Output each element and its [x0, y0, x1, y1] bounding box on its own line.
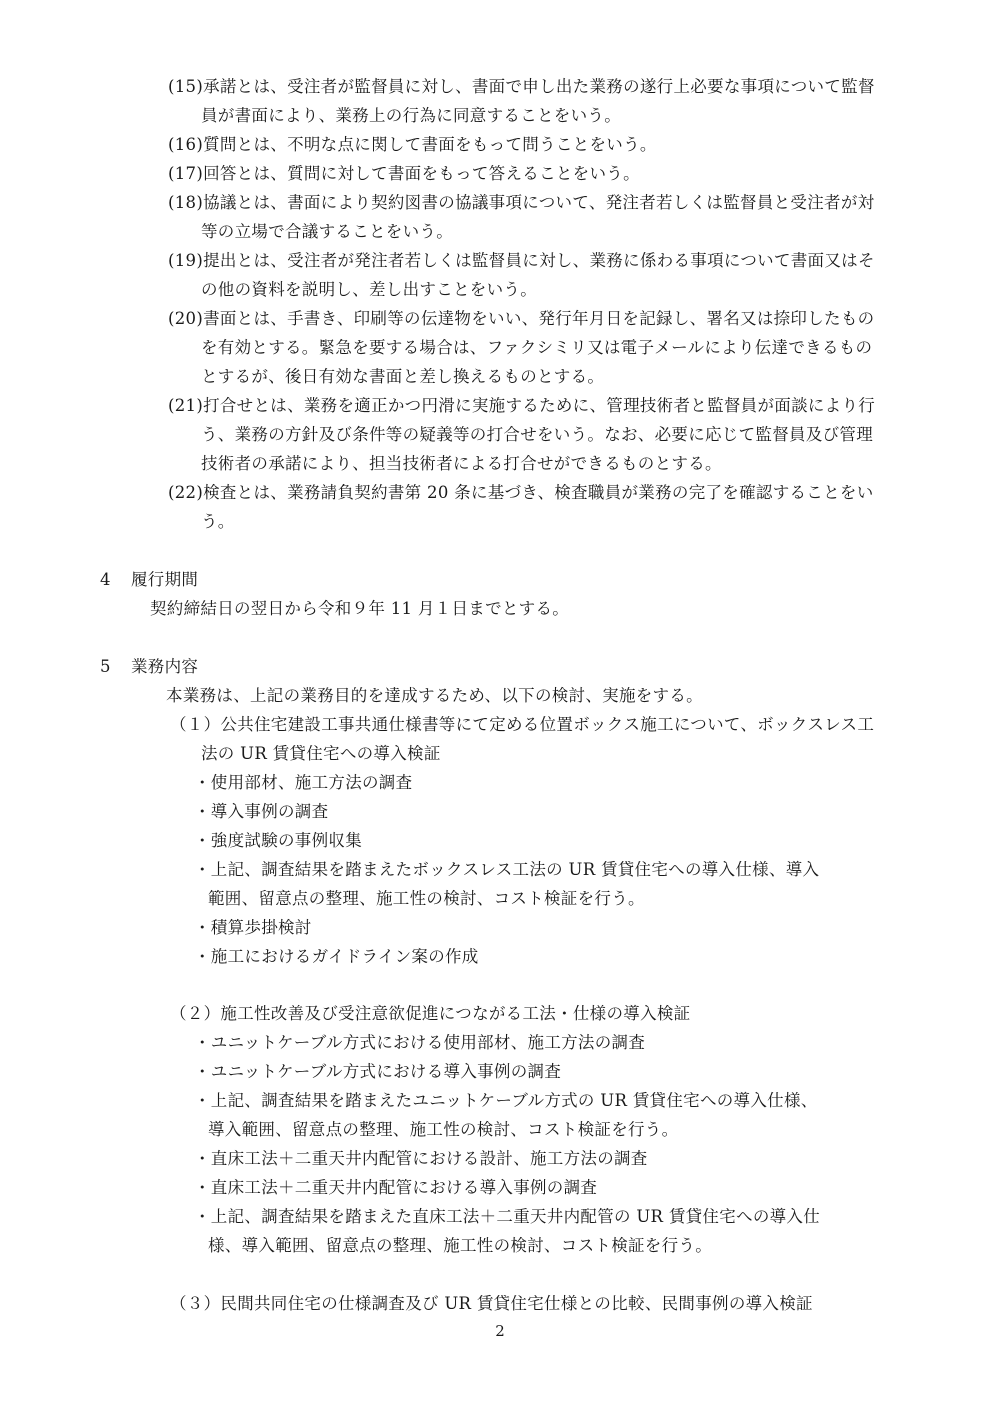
item-2-heading: （２）施工性改善及び受注意欲促進につながる工法・仕様の導入検証 [170, 1004, 691, 1023]
definition-number: (21) [168, 396, 204, 415]
item-1-bullet-5: ・積算歩掛検討 [194, 918, 312, 937]
definition-text: 承諾とは、受注者が監督員に対し、書面で申し出た業務の遂行上必要な事項について監督 [203, 77, 875, 96]
definition-text: 提出とは、受注者が発注者若しくは監督員に対し、業務に係わる事項について書面又はそ [203, 251, 875, 270]
definition-number: (16) [168, 135, 204, 154]
definition-20-line-2: を有効とする。緊急を要する場合は、ファクシミリ又は電子メールにより伝達できるもの [201, 338, 873, 357]
definition-19-line-2: の他の資料を説明し、差し出すことをいう。 [201, 280, 537, 299]
definition-18-line-2: 等の立場で合議することをいう。 [201, 222, 453, 241]
section-4-body: 契約締結日の翌日から令和９年 11 月１日までとする。 [150, 599, 570, 618]
item-1-bullet-3: ・強度試験の事例収集 [194, 831, 362, 850]
definition-20-line-1 [168, 304, 874, 333]
definition-number: (22) [168, 483, 204, 502]
item-2-bullet-4: ・直床工法＋二重天井内配管における設計、施工方法の調査 [194, 1149, 648, 1168]
definition-22-line-1 [168, 478, 874, 507]
definition-number: (17) [168, 164, 204, 183]
definition-19-line-1 [168, 246, 875, 275]
item-1-bullet-2: ・導入事例の調査 [194, 802, 329, 821]
section-5-title: 業務内容 [131, 657, 199, 676]
item-1-bullet-6: ・施工におけるガイドライン案の作成 [194, 947, 479, 966]
definition-number: (19) [168, 251, 204, 270]
definition-21-line-2: う、業務の方針及び条件等の疑義等の打合せをいう。なお、必要に応じて監督員及び管理 [201, 425, 873, 444]
item-2-bullet-3-line-1: ・上記、調査結果を踏まえたユニットケーブル方式の UR 賃貸住宅への導入仕様、 [194, 1091, 818, 1110]
item-1-bullet-1: ・使用部材、施工方法の調査 [194, 773, 413, 792]
item-2-bullet-3-line-2: 導入範囲、留意点の整理、施工性の検討、コスト検証を行う。 [208, 1120, 679, 1139]
definition-21-line-1 [168, 391, 875, 420]
item-1-bullet-4-line-1: ・上記、調査結果を踏まえたボックスレス工法の UR 賃貸住宅への導入仕様、導入 [194, 860, 820, 879]
definition-text: 書面とは、手書き、印刷等の伝達物をいい、発行年月日を記録し、署名又は捺印したもの [203, 309, 875, 328]
definition-15-line-1 [168, 72, 875, 101]
definition-number: (20) [168, 309, 204, 328]
item-2-bullet-2: ・ユニットケーブル方式における導入事例の調査 [194, 1062, 562, 1081]
definition-21-line-3: 技術者の承諾により、担当技術者による打合せができるものとする。 [201, 454, 722, 473]
definition-text: 協議とは、書面により契約図書の協議事項について、発注者若しくは監督員と受注者が対 [203, 193, 875, 212]
definition-number: (18) [168, 193, 204, 212]
item-2-bullet-5: ・直床工法＋二重天井内配管における導入事例の調査 [194, 1178, 598, 1197]
definition-15-line-2: 員が書面により、業務上の行為に同意することをいう。 [201, 106, 621, 125]
section-4-number: 4 [100, 570, 111, 589]
item-1-bullet-4-line-2: 範囲、留意点の整理、施工性の検討、コスト検証を行う。 [208, 889, 645, 908]
item-2-bullet-6-line-1: ・上記、調査結果を踏まえた直床工法＋二重天井内配管の UR 賃貸住宅への導入仕 [194, 1207, 821, 1226]
definition-20-line-3: とするが、後日有効な書面と差し換えるものとする。 [201, 367, 605, 386]
section-5-intro: 本業務は、上記の業務目的を達成するため、以下の検討、実施をする。 [166, 686, 703, 705]
item-2-bullet-1: ・ユニットケーブル方式における使用部材、施工方法の調査 [194, 1033, 646, 1052]
definition-text: 検査とは、業務請負契約書第 20 条に基づき、検査職員が業務の完了を確認することをい [203, 483, 874, 502]
definition-text: 打合せとは、業務を適正かつ円滑に実施するために、管理技術者と監督員が面談により行 [203, 396, 876, 415]
definition-text: 回答とは、質問に対して書面をもって答えることをいう。 [203, 164, 640, 183]
section-4-title: 履行期間 [131, 570, 199, 589]
definition-text: 質問とは、不明な点に関して書面をもって問うことをいう。 [203, 135, 657, 154]
item-1-heading-line-1: （１）公共住宅建設工事共通仕様書等にて定める位置ボックス施工について、ボックスレス工 [170, 715, 875, 734]
section-5-number: 5 [100, 657, 111, 676]
item-3-heading: （３）民間共同住宅の仕様調査及び UR 賃貸住宅仕様との比較、民間事例の導入検証 [170, 1294, 813, 1313]
definition-17-line-1 [168, 159, 640, 188]
definition-22-line-2: う。 [201, 512, 235, 531]
item-1-heading-line-2: 法の UR 賃貸住宅への導入検証 [201, 744, 441, 763]
definition-18-line-1 [168, 188, 874, 217]
definition-number: (15) [168, 77, 204, 96]
item-2-bullet-6-line-2: 様、導入範囲、留意点の整理、施工性の検討、コスト検証を行う。 [208, 1236, 712, 1255]
definition-16-line-1 [168, 130, 657, 159]
page-number: 2 [495, 1322, 505, 1340]
